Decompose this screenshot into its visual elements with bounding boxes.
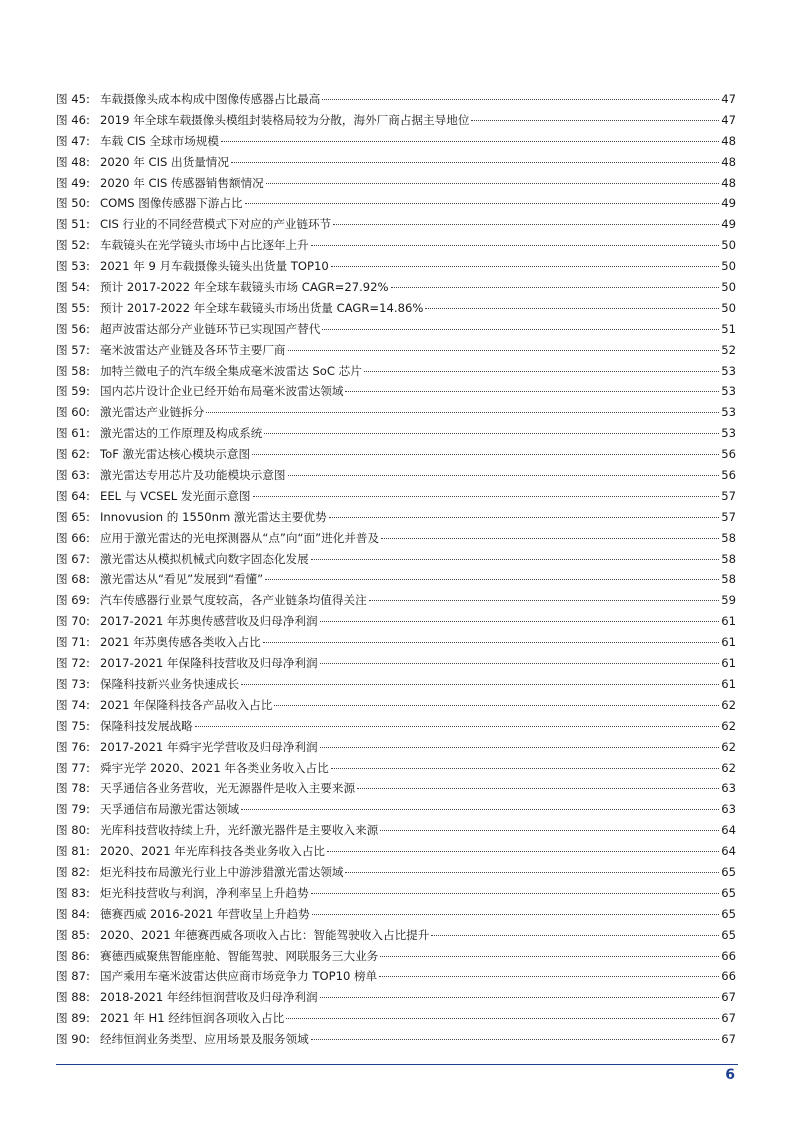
figure-title[interactable]: 汽车传感器行业景气度较高，各产业链条均值得关注: [100, 593, 367, 608]
figure-label: 图 77:: [56, 760, 90, 775]
figure-label: 图 66:: [56, 530, 90, 545]
figure-label: 图 55:: [56, 300, 90, 315]
figure-label: 图 48:: [56, 154, 90, 169]
figure-label: 图 75:: [56, 718, 90, 733]
toc-entry[interactable]: [56, 632, 736, 653]
figure-label: 图 85:: [56, 927, 90, 942]
toc-entry[interactable]: [56, 110, 736, 131]
figure-title[interactable]: COMS 图像传感器下游占比: [100, 196, 243, 211]
dot-leader: [253, 496, 720, 497]
figure-title[interactable]: 预计 2017-2022 年全球车载镜头市场出货量 CAGR=14.86%: [100, 300, 424, 315]
page-ref[interactable]: 61: [721, 656, 736, 671]
page-ref[interactable]: 66: [721, 948, 736, 963]
toc-entry[interactable]: [56, 381, 736, 402]
toc-entry[interactable]: [56, 528, 736, 549]
page-ref[interactable]: 62: [721, 739, 736, 754]
page-ref[interactable]: 47: [721, 92, 736, 106]
figure-title[interactable]: 激光雷达从“看见”发展到“看懂”: [100, 572, 264, 587]
page-ref[interactable]: 58: [721, 530, 736, 545]
toc-entry[interactable]: [56, 507, 736, 528]
figure-label: 图 57:: [56, 342, 90, 357]
toc-entry[interactable]: [56, 799, 736, 820]
page-ref[interactable]: 63: [721, 781, 736, 796]
figure-label: 图 79:: [56, 802, 90, 817]
figure-title[interactable]: 车载镜头在光学镜头市场中占比逐年上升: [100, 238, 309, 253]
toc-entry[interactable]: [56, 758, 736, 779]
figure-label: 图 60:: [56, 405, 90, 420]
toc-entry[interactable]: [56, 549, 736, 570]
figure-title[interactable]: Innovusion 的 1550nm 激光雷达主要优势: [100, 509, 327, 524]
figure-title[interactable]: 超声波雷达部分产业链环节已实现国产替代: [100, 321, 321, 336]
page-ref[interactable]: 50: [721, 259, 736, 274]
toc-entry[interactable]: [56, 1008, 736, 1029]
toc-entry[interactable]: [56, 925, 736, 946]
dot-leader: [320, 621, 720, 622]
toc-entry[interactable]: [56, 737, 736, 758]
page-ref[interactable]: 51: [721, 321, 736, 336]
dot-leader: [471, 120, 719, 121]
dot-leader: [320, 663, 720, 664]
toc-entry[interactable]: [56, 841, 736, 862]
dot-leader: [431, 935, 719, 936]
figure-title[interactable]: 2017-2021 年苏奥传感营收及归母净利润: [100, 614, 318, 629]
dot-leader: [241, 684, 719, 685]
page-ref[interactable]: 61: [721, 676, 736, 691]
dot-leader: [311, 1039, 720, 1040]
figure-label: 图 88:: [56, 990, 90, 1005]
toc-entry[interactable]: [56, 611, 736, 632]
figure-title[interactable]: 2020 年 CIS 出货量情况: [100, 154, 229, 169]
toc-entry[interactable]: [56, 256, 736, 277]
figure-title[interactable]: 2020、2021 年德赛西威各项收入占比：智能驾驶收入占比提升: [100, 927, 430, 942]
figure-title[interactable]: 国产乘用车毫米波雷达供应商市场竞争力 TOP10 榜单: [100, 969, 378, 984]
toc-entry[interactable]: [56, 235, 736, 256]
figure-title[interactable]: 2021 年保隆科技各产品收入占比: [100, 697, 273, 712]
dot-leader: [329, 517, 720, 518]
page-ref[interactable]: 48: [721, 154, 736, 169]
figure-label: 图 64:: [56, 488, 90, 503]
figure-label: 图 78:: [56, 781, 90, 796]
figure-title[interactable]: 天孚通信各业务营收，光无源器件是收入主要来源: [100, 781, 356, 796]
toc-entry[interactable]: [56, 862, 736, 883]
figure-label: 图 83:: [56, 885, 90, 900]
figure-title[interactable]: 2020 年 CIS 传感器销售额情况: [100, 175, 264, 190]
dot-leader: [252, 454, 719, 455]
figure-label: 图 80:: [56, 823, 90, 838]
dot-leader: [265, 579, 719, 580]
figure-label: 图 58:: [56, 363, 90, 378]
page-ref[interactable]: 53: [721, 405, 736, 420]
page-ref[interactable]: 62: [721, 697, 736, 712]
figure-title[interactable]: 德赛西威 2016-2021 年营收呈上升趋势: [100, 906, 310, 921]
page-ref[interactable]: 65: [721, 927, 736, 942]
toc-entry[interactable]: [56, 695, 736, 716]
footer-divider: [56, 1064, 738, 1065]
dot-leader: [345, 391, 719, 392]
page-ref[interactable]: 64: [721, 823, 736, 838]
dot-leader: [264, 433, 719, 434]
toc-entry[interactable]: [56, 1029, 736, 1050]
table-of-figures: [56, 89, 736, 1050]
figure-label: 图 62:: [56, 447, 90, 462]
toc-entry[interactable]: [56, 904, 736, 925]
page-number: 6: [725, 1067, 735, 1083]
page-ref[interactable]: 58: [721, 572, 736, 587]
toc-entry[interactable]: [56, 590, 736, 611]
toc-entry[interactable]: [56, 173, 736, 194]
dot-leader: [380, 830, 719, 831]
page-ref[interactable]: 50: [721, 280, 736, 295]
page-ref[interactable]: 49: [721, 217, 736, 232]
figure-title[interactable]: 2017-2021 年舜宇光学营收及归母净利润: [100, 739, 318, 754]
toc-entry[interactable]: [56, 716, 736, 737]
toc-entry[interactable]: [56, 444, 736, 465]
page-ref[interactable]: 61: [721, 635, 736, 650]
figure-label: 图 82:: [56, 864, 90, 879]
page-ref[interactable]: 56: [721, 447, 736, 462]
figure-title[interactable]: 2021 年苏奥传感各类收入占比: [100, 635, 261, 650]
page-ref[interactable]: 49: [721, 196, 736, 211]
figure-title[interactable]: 保隆科技新兴业务快速成长: [100, 676, 240, 691]
figure-title[interactable]: 光库科技营收持续上升，光纤激光器件是主要收入来源: [100, 823, 379, 838]
dot-leader: [322, 329, 719, 330]
page-ref[interactable]: 64: [721, 844, 736, 859]
toc-entry[interactable]: [56, 89, 736, 110]
dot-leader: [231, 162, 719, 163]
dot-leader: [320, 997, 720, 998]
dot-leader: [331, 266, 720, 267]
toc-entry[interactable]: [56, 277, 736, 298]
figure-label: 图 67:: [56, 551, 90, 566]
figure-label: 图 74:: [56, 697, 90, 712]
dot-leader: [364, 371, 719, 372]
figure-label: 图 63:: [56, 468, 90, 483]
toc-entry[interactable]: [56, 486, 736, 507]
figure-title[interactable]: 应用于激光雷达的光电探测器从“点”向“面”进化并普及: [100, 530, 380, 545]
dot-leader: [391, 287, 720, 288]
figure-label: 图 86:: [56, 948, 90, 963]
dot-leader: [311, 893, 720, 894]
dot-leader: [380, 956, 719, 957]
figure-title[interactable]: 炬光科技布局激光行业上中游涉猎激光雷达领域: [100, 864, 344, 879]
dot-leader: [311, 559, 720, 560]
figure-title[interactable]: 赛德西威聚焦智能座舱、智能驾驶、网联服务三大业务: [100, 948, 379, 963]
dot-leader: [266, 183, 719, 184]
figure-title[interactable]: 2020、2021 年光库科技各类业务收入占比: [100, 844, 326, 859]
page-ref[interactable]: 53: [721, 363, 736, 378]
dot-leader: [288, 350, 720, 351]
dot-leader: [263, 642, 720, 643]
toc-entry[interactable]: [56, 946, 736, 967]
figure-title[interactable]: 车载摄像头成本构成中图像传感器占比最高: [100, 92, 321, 106]
page-ref[interactable]: 66: [721, 969, 736, 984]
toc-entry[interactable]: [56, 131, 736, 152]
figure-title[interactable]: 车载 CIS 全球市场规模: [100, 133, 219, 148]
toc-entry[interactable]: [56, 778, 736, 799]
figure-label: 图 53:: [56, 259, 90, 274]
toc-entry[interactable]: [56, 674, 736, 695]
figure-title[interactable]: ToF 激光雷达核心模块示意图: [100, 447, 251, 462]
page-ref[interactable]: 50: [721, 300, 736, 315]
figure-label: 图 68:: [56, 572, 90, 587]
toc-entry[interactable]: [56, 361, 736, 382]
page-ref[interactable]: 56: [721, 468, 736, 483]
figure-label: 图 87:: [56, 969, 90, 984]
dot-leader: [369, 600, 720, 601]
toc-entry[interactable]: [56, 340, 736, 361]
page-ref[interactable]: 53: [721, 426, 736, 441]
toc-entry[interactable]: [56, 653, 736, 674]
figure-label: 图 46:: [56, 112, 90, 127]
dot-leader: [288, 475, 720, 476]
figure-title[interactable]: 激光雷达从模拟机械式向数字固态化发展: [100, 551, 309, 566]
dot-leader: [241, 809, 719, 810]
figure-title[interactable]: 加特兰微电子的汽车级全集成毫米波雷达 SoC 芯片: [100, 363, 362, 378]
figure-title[interactable]: 炬光科技营收与利润，净利率呈上升趋势: [100, 885, 309, 900]
figure-label: 图 52:: [56, 238, 90, 253]
figure-title[interactable]: 2021 年 9 月车载摄像头镜头出货量 TOP10: [100, 259, 329, 274]
page-ref[interactable]: 63: [721, 802, 736, 817]
page-ref[interactable]: 53: [721, 384, 736, 399]
page-ref[interactable]: 47: [721, 112, 736, 127]
figure-label: 图 89:: [56, 1011, 90, 1026]
page-ref[interactable]: 67: [721, 1032, 736, 1047]
page-ref[interactable]: 57: [721, 509, 736, 524]
page-ref[interactable]: 67: [721, 990, 736, 1005]
dot-leader: [331, 768, 720, 769]
dot-leader: [286, 1018, 719, 1019]
toc-entry[interactable]: [56, 883, 736, 904]
figure-label: 图 54:: [56, 280, 90, 295]
figure-label: 图 72:: [56, 656, 90, 671]
figure-title[interactable]: 保隆科技发展战略: [100, 718, 193, 733]
figure-label: 图 45:: [56, 92, 90, 106]
toc-entry[interactable]: [56, 569, 736, 590]
figure-title[interactable]: 2021 年 H1 经纬恒润各项收入占比: [100, 1011, 285, 1026]
dot-leader: [311, 245, 720, 246]
figure-title[interactable]: 激光雷达专用芯片及功能模块示意图: [100, 468, 286, 483]
dot-leader: [274, 705, 719, 706]
dot-leader: [345, 872, 719, 873]
dot-leader: [195, 726, 719, 727]
page-ref[interactable]: 48: [721, 175, 736, 190]
toc-entry[interactable]: [56, 423, 736, 444]
page-ref[interactable]: 67: [721, 1011, 736, 1026]
toc-entry[interactable]: [56, 152, 736, 173]
toc-entry[interactable]: [56, 820, 736, 841]
figure-label: 图 81:: [56, 844, 90, 859]
page-ref[interactable]: 65: [721, 885, 736, 900]
figure-title[interactable]: 激光雷达的工作原理及构成系统: [100, 426, 263, 441]
figure-label: 图 73:: [56, 676, 90, 691]
figure-label: 图 71:: [56, 635, 90, 650]
figure-title[interactable]: CIS 行业的不同经营模式下对应的产业链环节: [100, 217, 332, 232]
figure-title[interactable]: 2018-2021 年经纬恒润营收及归母净利润: [100, 990, 318, 1005]
figure-title[interactable]: 毫米波雷达产业链及各环节主要厂商: [100, 342, 286, 357]
toc-entry[interactable]: [56, 402, 736, 423]
figure-label: 图 90:: [56, 1032, 90, 1047]
dot-leader: [425, 308, 719, 309]
dot-leader: [357, 788, 719, 789]
toc-entry[interactable]: [56, 193, 736, 214]
dot-leader: [322, 99, 719, 100]
page-ref[interactable]: 59: [721, 593, 736, 608]
figure-label: 图 50:: [56, 196, 90, 211]
figure-label: 图 61:: [56, 426, 90, 441]
dot-leader: [381, 538, 719, 539]
figure-title[interactable]: EEL 与 VCSEL 发光面示意图: [100, 488, 251, 503]
dot-leader: [221, 141, 719, 142]
figure-label: 图 65:: [56, 509, 90, 524]
page-ref[interactable]: 52: [721, 342, 736, 357]
figure-label: 图 69:: [56, 593, 90, 608]
toc-entry[interactable]: [56, 214, 736, 235]
figure-label: 图 56:: [56, 321, 90, 336]
page-ref[interactable]: 61: [721, 614, 736, 629]
figure-label: 图 49:: [56, 175, 90, 190]
figure-title[interactable]: 天孚通信布局激光雷达领域: [100, 802, 240, 817]
page-ref[interactable]: 58: [721, 551, 736, 566]
figure-label: 图 59:: [56, 384, 90, 399]
dot-leader: [379, 976, 719, 977]
figure-title[interactable]: 国内芯片设计企业已经开始布局毫米波雷达领域: [100, 384, 344, 399]
dot-leader: [206, 412, 719, 413]
figure-title[interactable]: 2019 年全球车载摄像头模组封装格局较为分散，海外厂商占据主导地位: [100, 112, 470, 127]
dot-leader: [333, 224, 719, 225]
figure-title[interactable]: 预计 2017-2022 年全球车载镜头市场 CAGR=27.92%: [100, 280, 389, 295]
figure-title[interactable]: 2017-2021 年保隆科技营收及归母净利润: [100, 656, 318, 671]
page-ref[interactable]: 65: [721, 906, 736, 921]
page-ref[interactable]: 50: [721, 238, 736, 253]
figure-title[interactable]: 舜宇光学 2020、2021 年各类业务收入占比: [100, 760, 329, 775]
dot-leader: [312, 914, 720, 915]
figure-label: 图 76:: [56, 739, 90, 754]
figure-title[interactable]: 激光雷达产业链拆分: [100, 405, 205, 420]
toc-entry[interactable]: [56, 966, 736, 987]
dot-leader: [245, 203, 720, 204]
page-ref[interactable]: 62: [721, 760, 736, 775]
figure-label: 图 84:: [56, 906, 90, 921]
page-ref[interactable]: 57: [721, 488, 736, 503]
figure-label: 图 70:: [56, 614, 90, 629]
toc-entry[interactable]: [56, 465, 736, 486]
page-ref[interactable]: 48: [721, 133, 736, 148]
figure-label: 图 47:: [56, 133, 90, 148]
page-ref[interactable]: 65: [721, 864, 736, 879]
figure-title[interactable]: 经纬恒润业务类型、应用场景及服务领域: [100, 1032, 309, 1047]
toc-entry[interactable]: [56, 319, 736, 340]
toc-entry[interactable]: [56, 987, 736, 1008]
page-ref[interactable]: 62: [721, 718, 736, 733]
dot-leader: [320, 747, 720, 748]
figure-label: 图 51:: [56, 217, 90, 232]
toc-entry[interactable]: [56, 298, 736, 319]
dot-leader: [327, 851, 719, 852]
